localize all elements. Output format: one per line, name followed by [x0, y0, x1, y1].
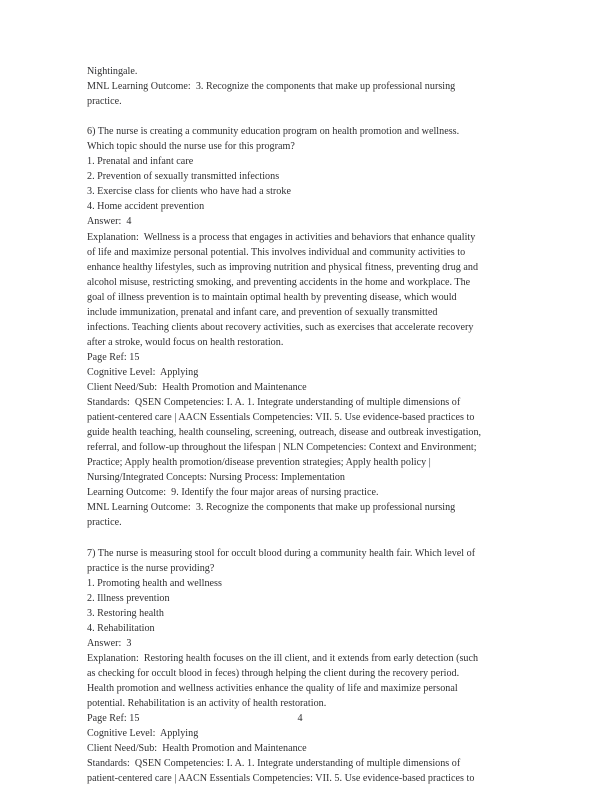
explanation-line: potential. Rehabilitation is an activity of health restoration.: [87, 696, 487, 711]
explanation-line: Health promotion and wellness activities enhance the quality of life and maximize personal: [87, 681, 487, 696]
answer-option: 2. Illness prevention: [87, 591, 487, 606]
standards-line: Standards: QSEN Competencies: I. A. 1. Integrate understanding of multiple dimensions of: [87, 756, 487, 771]
client-need-line: Client Need/Sub: Health Promotion and Maintenance: [87, 741, 487, 756]
paragraph-spacer: [87, 109, 487, 124]
standards-line: patient-centered care | AACN Essentials Competencies: VII. 5. Use evidence-based practices to: [87, 771, 487, 786]
question-stem-line: Which topic should the nurse use for this program?: [87, 139, 487, 154]
question-stem-line: 6) The nurse is creating a community education program on health promotion and wellness.: [87, 124, 487, 139]
answer-option: 3. Restoring health: [87, 606, 487, 621]
explanation-line: goal of illness prevention is to maintain optimal health by preventing disease, which would: [87, 290, 487, 305]
explanation-line: enhance healthy lifestyles, such as improving nutrition and physical fitness, preventing drug and: [87, 260, 487, 275]
question-stem-line: practice is the nurse providing?: [87, 561, 487, 576]
explanation-line: as checking for occult blood in feces) through helping the client during the recovery period.: [87, 666, 487, 681]
standards-line: patient-centered care | AACN Essentials Competencies: VII. 5. Use evidence-based practices to: [87, 410, 487, 425]
explanation-line: infections. Teaching clients about recovery activities, such as exercises that accelerate recovery: [87, 320, 487, 335]
standards-line: Standards: QSEN Competencies: I. A. 1. Integrate understanding of multiple dimensions of: [87, 395, 487, 410]
standards-line: guide health teaching, health counseling, screening, outreach, disease and outbreak investigation,: [87, 425, 487, 440]
mnl-learning-outcome-line: practice.: [87, 515, 487, 530]
standards-line: referral, and follow-up throughout the lifespan | NLN Competencies: Context and Environment;: [87, 440, 487, 455]
explanation-line: include immunization, prenatal and infant care, and prevention of sexually transmitted: [87, 305, 487, 320]
text-line: Nightingale.: [87, 64, 487, 79]
standards-line: Practice; Apply health promotion/disease prevention strategies; Apply health policy |: [87, 455, 487, 470]
carryover-block: [87, 64, 487, 109]
question-7-block: [87, 546, 487, 786]
page-ref-line: Page Ref: 15: [87, 711, 487, 726]
page-text-body: [87, 64, 487, 786]
answer-option: 1. Prenatal and infant care: [87, 154, 487, 169]
text-line: MNL Learning Outcome: 3. Recognize the components that make up professional nursing: [87, 79, 487, 94]
page-ref-line: Page Ref: 15: [87, 350, 487, 365]
explanation-line: after a stroke, would focus on health restoration.: [87, 335, 487, 350]
standards-line: Nursing/Integrated Concepts: Nursing Process: Implementation: [87, 470, 487, 485]
explanation-line: alcohol misuse, restricting smoking, and preventing accidents in the home and workplace. The: [87, 275, 487, 290]
answer-option: 2. Prevention of sexually transmitted infections: [87, 169, 487, 184]
answer-option: 3. Exercise class for clients who have had a stroke: [87, 184, 487, 199]
explanation-line: Explanation: Restoring health focuses on the ill client, and it extends from early detection (such: [87, 651, 487, 666]
cognitive-level-line: Cognitive Level: Applying: [87, 726, 487, 741]
answer-option: 4. Home accident prevention: [87, 199, 487, 214]
paragraph-spacer: [87, 530, 487, 545]
cognitive-level-line: Cognitive Level: Applying: [87, 365, 487, 380]
explanation-line: Explanation: Wellness is a process that engages in activities and behaviors that enhance quality: [87, 230, 487, 245]
page-number: 4: [0, 711, 600, 726]
mnl-learning-outcome-line: MNL Learning Outcome: 3. Recognize the components that make up professional nursing: [87, 500, 487, 515]
answer-option: 1. Promoting health and wellness: [87, 576, 487, 591]
question-stem-line: 7) The nurse is measuring stool for occult blood during a community health fair. Which level of: [87, 546, 487, 561]
answer-key-line: Answer: 4: [87, 214, 487, 229]
explanation-line: of life and maximize personal potential. This involves individual and community activities to: [87, 245, 487, 260]
answer-option: 4. Rehabilitation: [87, 621, 487, 636]
text-line: practice.: [87, 94, 487, 109]
learning-outcome-line: Learning Outcome: 9. Identify the four major areas of nursing practice.: [87, 485, 487, 500]
answer-key-line: Answer: 3: [87, 636, 487, 651]
client-need-line: Client Need/Sub: Health Promotion and Maintenance: [87, 380, 487, 395]
question-6-block: [87, 124, 487, 530]
